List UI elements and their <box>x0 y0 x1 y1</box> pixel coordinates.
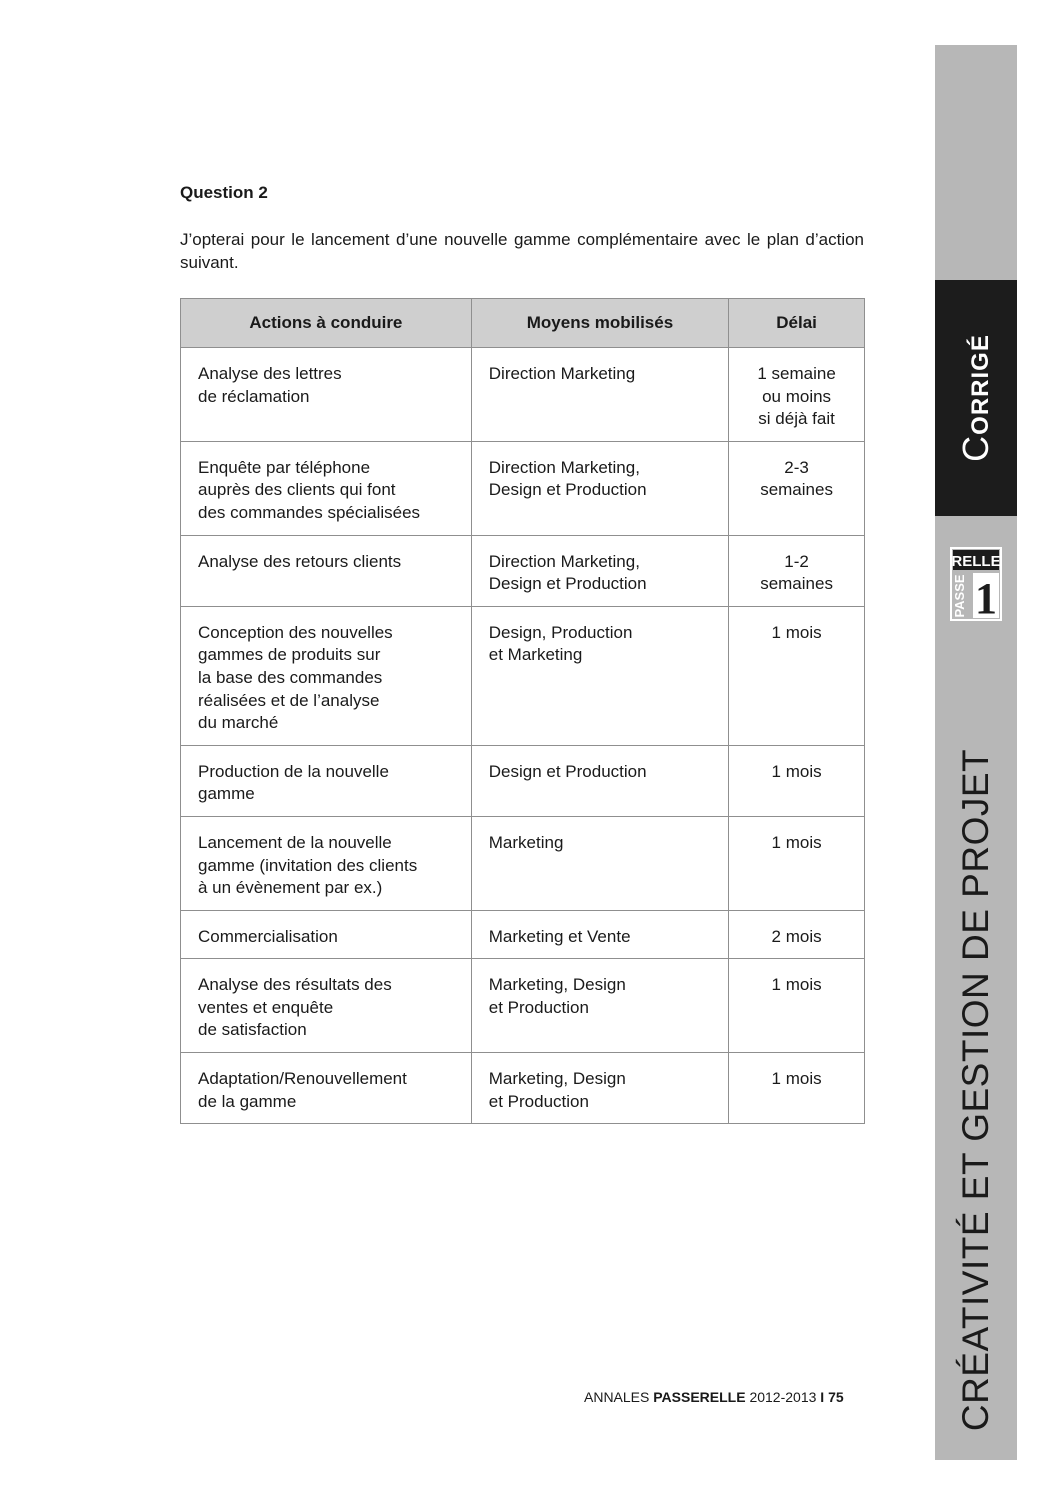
cell-line: 1 mois <box>771 975 822 995</box>
table-row <box>181 816 865 910</box>
delai-cell <box>729 1053 865 1124</box>
cell-line: gamme (invitation des clients <box>198 855 418 875</box>
header-moyens: Moyens mobilisés <box>471 299 728 348</box>
action-cell <box>181 816 472 910</box>
header-actions: Actions à conduire <box>181 299 472 348</box>
cell-line: 2-3 <box>784 457 809 477</box>
cell-line: 1 mois <box>771 1069 822 1089</box>
cell-line: 2 mois <box>771 926 822 946</box>
table-row <box>181 910 865 959</box>
logo-number: 1 <box>975 574 997 621</box>
cell-line: Direction Marketing <box>488 364 636 383</box>
table-row <box>181 745 865 816</box>
delai-cell <box>729 910 865 959</box>
table-row <box>181 535 865 606</box>
action-cell <box>181 1053 472 1124</box>
cell-line: Design et Production <box>488 761 647 781</box>
cell-line: Enquête par téléphone <box>198 457 371 477</box>
page-number: 75 <box>828 1389 844 1405</box>
cell-line: semaines <box>760 574 833 594</box>
action-cell <box>181 745 472 816</box>
question-title: Question 2 <box>180 183 268 202</box>
cell-line: gamme <box>198 784 255 804</box>
delai-cell <box>729 348 865 442</box>
delai-cell <box>729 816 865 910</box>
cell-line: Analyse des lettres <box>198 364 342 383</box>
table-row <box>181 959 865 1053</box>
cell-line: et Production <box>488 1091 589 1111</box>
cell-line: de réclamation <box>198 386 310 406</box>
corrige-label: CORRIGÉ <box>955 334 996 462</box>
moyens-cell <box>471 745 728 816</box>
cell-line: Adaptation/Renouvellement <box>198 1069 407 1089</box>
cell-line: de la gamme <box>198 1091 297 1111</box>
cell-line: Design, Production <box>488 622 633 642</box>
cell-line: Analyse des retours clients <box>198 551 402 571</box>
moyens-cell <box>471 1053 728 1124</box>
action-cell <box>181 910 472 959</box>
table-row <box>181 441 865 535</box>
table-row <box>181 348 865 442</box>
cell-line: Design et Production <box>488 574 647 594</box>
cell-line: Lancement de la nouvelle <box>198 832 392 852</box>
cell-line: Analyse des résultats des <box>198 975 392 995</box>
cell-line: ventes et enquête <box>198 997 334 1017</box>
cell-line: des commandes spécialisées <box>198 502 421 522</box>
moyens-cell <box>471 959 728 1053</box>
cell-line: du marché <box>198 713 279 733</box>
action-plan-table <box>180 298 865 1124</box>
delai-cell <box>729 606 865 745</box>
cell-line: ou moins <box>762 386 832 406</box>
cell-line: de satisfaction <box>198 1020 307 1040</box>
cell-line: Marketing et Vente <box>488 926 631 946</box>
table-row <box>181 1053 865 1124</box>
cell-line: Marketing <box>488 832 564 852</box>
moyens-cell <box>471 535 728 606</box>
passerelle-logo <box>950 547 1002 621</box>
cell-line: Direction Marketing, <box>488 457 640 477</box>
cell-line: Marketing, Design <box>488 1069 626 1089</box>
cell-line: 1 mois <box>771 761 822 781</box>
cell-line: et Marketing <box>488 645 583 665</box>
cell-line: à un évènement par ex.) <box>198 878 383 898</box>
moyens-cell <box>471 606 728 745</box>
logo-text-passe: PASSE <box>952 574 967 618</box>
table-row <box>181 606 865 745</box>
cell-line: 1-2 <box>784 551 809 571</box>
action-cell <box>181 959 472 1053</box>
cell-line: Commercialisation <box>198 926 338 946</box>
action-cell <box>181 441 472 535</box>
moyens-cell <box>471 816 728 910</box>
cell-line: réalisées et de l’analyse <box>198 690 380 710</box>
cell-line: 1 mois <box>771 622 822 642</box>
delai-cell <box>729 959 865 1053</box>
cell-line: la base des commandes <box>198 667 383 687</box>
cell-line: et Production <box>488 997 589 1017</box>
cell-line: 1 semaine <box>757 364 836 383</box>
footer-brand: PASSERELLE <box>653 1389 746 1405</box>
cell-line: Design et Production <box>488 480 647 500</box>
cell-line: Production de la nouvelle <box>198 761 389 781</box>
table-header-row <box>181 299 865 348</box>
footer-year: 2012-2013 <box>749 1389 817 1405</box>
cell-line: si déjà fait <box>758 409 835 429</box>
delai-cell <box>729 535 865 606</box>
footer-annales: ANNALES <box>584 1389 650 1405</box>
cell-line: Direction Marketing, <box>488 551 640 571</box>
action-cell <box>181 606 472 745</box>
delai-cell <box>729 441 865 535</box>
logo-text-relle: RELLE <box>951 553 1001 570</box>
cell-line: Conception des nouvelles <box>198 622 393 642</box>
header-delai: Délai <box>729 299 865 348</box>
action-cell <box>181 535 472 606</box>
section-vertical-title: CRÉATIVITÉ ET GESTION DE PROJET <box>955 748 996 1432</box>
footer-separator: I <box>820 1389 825 1405</box>
page-footer <box>584 1389 844 1405</box>
delai-cell <box>729 745 865 816</box>
moyens-cell <box>471 348 728 442</box>
moyens-cell <box>471 441 728 535</box>
action-cell <box>181 348 472 442</box>
cell-line: 1 mois <box>771 832 822 852</box>
cell-line: gammes de produits sur <box>198 645 381 665</box>
moyens-cell <box>471 910 728 959</box>
cell-line: auprès des clients qui font <box>198 480 396 500</box>
intro-paragraph: J’opterai pour le lancement d’une nouvelle gamme complémentaire avec le plan d’action suivant. <box>180 230 864 272</box>
cell-line: semaines <box>760 480 833 500</box>
cell-line: Marketing, Design <box>488 975 626 995</box>
